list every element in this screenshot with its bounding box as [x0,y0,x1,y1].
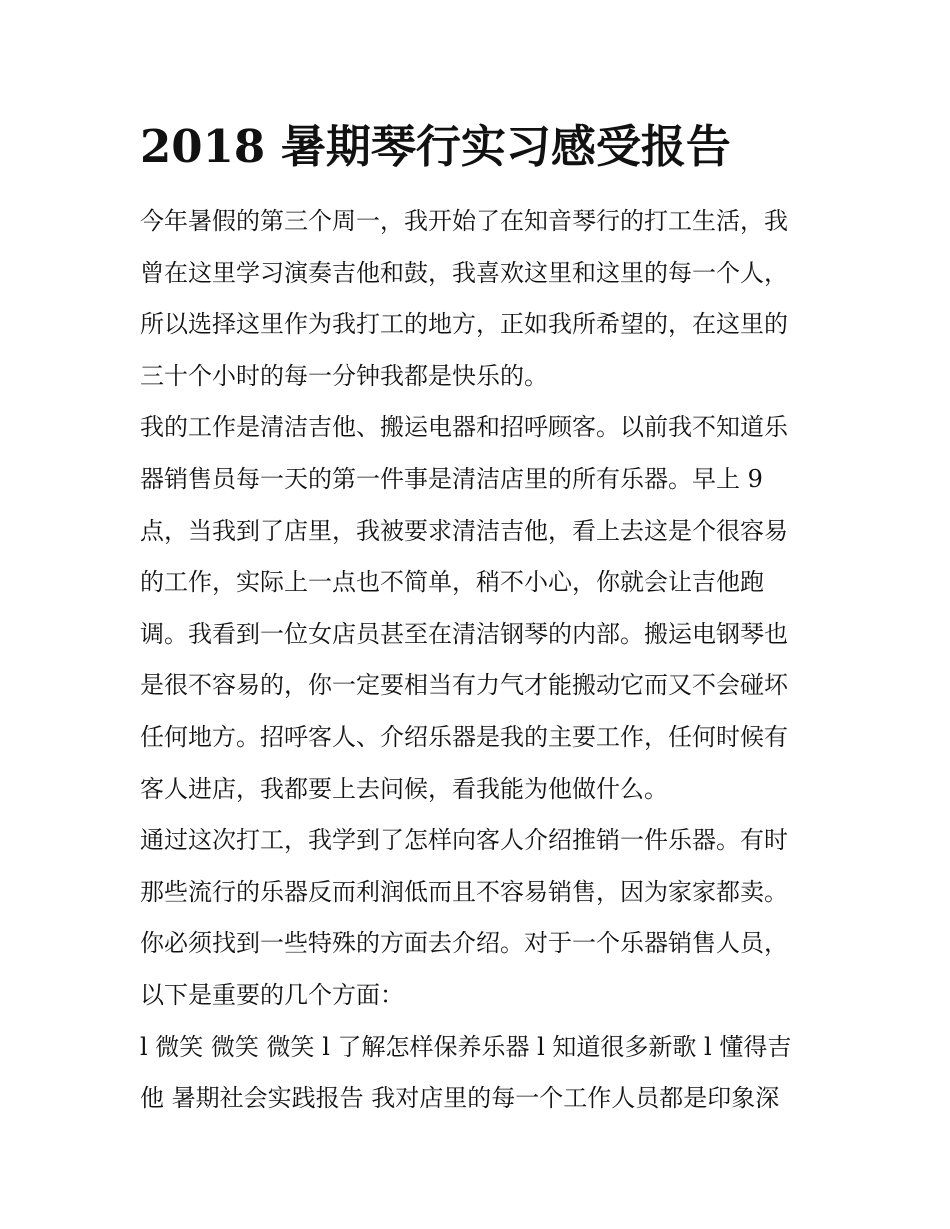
text-line: 曾在这里学习演奏吉他和鼓，我喜欢这里和这里的每一个人， [140,258,788,287]
text-line: 所以选择这里作为我打工的地方，正如我所希望的，在这里的 [140,310,788,339]
text-line: 点，当我到了店里，我被要求清洁吉他，看上去这是个很容易 [140,516,788,545]
text-line: 任何地方。招呼客人、介绍乐器是我的主要工作，任何时候有 [140,722,788,751]
text-line: 你必须找到一些特殊的方面去介绍。对于一个乐器销售人员， [140,929,788,958]
text-line: 的工作，实际上一点也不简单，稍不小心，你就会让吉他跑 [140,568,764,597]
text-line: 器销售员每一天的第一件事是清洁店里的所有乐器。早上 9 [140,464,763,493]
text-line: 那些流行的乐器反而利润低而且不容易销售，因为家家都卖。 [140,877,788,906]
document-title: 2018 暑期琴行实习感受报告 [140,120,731,173]
text-line: l 微笑 微笑 微笑 l 了解怎样保养乐器 l 知道很多新歌 l 懂得吉 [140,1032,792,1061]
text-line: 是很不容易的，你一定要相当有力气才能搬动它而又不会碰坏 [140,671,788,700]
text-line: 客人进店，我都要上去问候，看我能为他做什么。 [140,774,668,803]
document-body [140,196,830,1125]
text-line: 三十个小时的每一分钟我都是快乐的。 [140,361,548,390]
text-line: 通过这次打工，我学到了怎样向客人介绍推销一件乐器。有时 [140,826,788,855]
text-line: 以下是重要的几个方面： [140,980,404,1009]
text-line: 我的工作是清洁吉他、搬运电器和招呼顾客。以前我不知道乐 [140,413,788,442]
text-line: 今年暑假的第三个周一，我开始了在知音琴行的打工生活，我 [140,207,788,235]
text-line: 调。我看到一位女店员甚至在清洁钢琴的内部。搬运电钢琴也 [140,619,788,648]
text-line: 他 暑期社会实践报告 我对店里的每一个工作人员都是印象深 [140,1084,780,1113]
